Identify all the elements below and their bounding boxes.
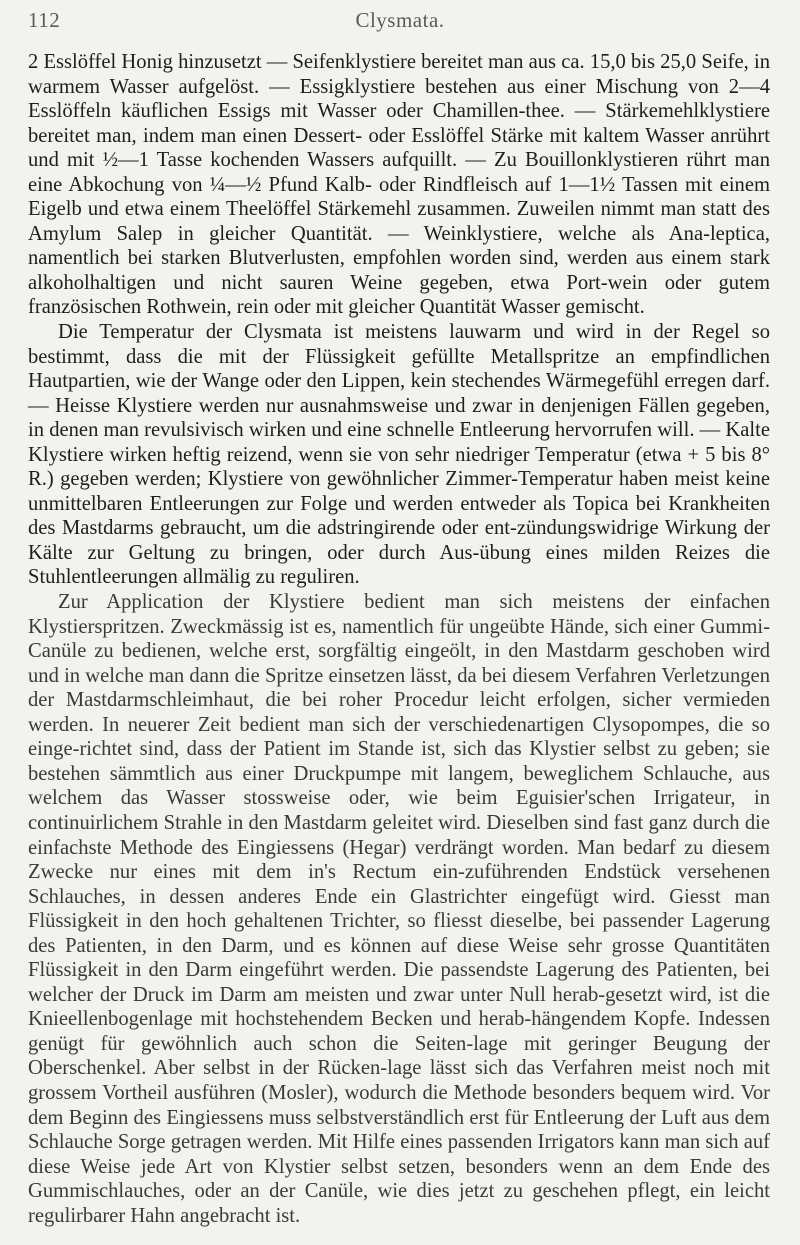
page-number: 112	[28, 8, 61, 32]
body-text	[28, 50, 770, 1228]
paragraph-temperature: Die Temperatur der Clysmata ist meistens lauwarm und wird in der Regel so bestimmt, dass die mit der Flüssigkeit gefüllte Metallspritze an empfindlichen Hautpartien, wie der Wange oder den Lippen, kein stechendes Wärmegefühl erregen darf. — Heisse Klystiere werden nur ausnahmsweise und zwar in denjenigen Fällen gegeben, in denen man revulsivisch wirken und eine schnelle Entleerung hervorrufen will. — Kalte Klystiere wirken heftig reizend, wenn sie von sehr niedriger Temperatur (etwa + 5 bis 8° R.) gegeben werden; Klystiere von gewöhnlicher Zimmer-Temperatur haben meist keine unmittelbaren Entleerungen zur Folge und werden entweder als Topica bei Krankheiten des Mastdarms gebraucht, um die adstringirende oder ent-zündungswidrige Wirkung der Kälte zur Geltung zu bringen, oder durch Aus-übung eines milden Reizes die Stuhlentleerungen allmälig zu reguliren.	[28, 321, 770, 589]
page-header	[28, 6, 772, 36]
running-title: Clysmata.	[355, 8, 445, 32]
paragraph-application: Zur Application der Klystiere bedient man sich meistens der einfachen Klystierspritzen. Zweckmässig ist es, namentlich für ungeübte Hände, sich einer Gummi-Canüle zu bedienen, welche erst, sorgfältig eingeölt, in den Mastdarm geschoben wird und in welche man dann die Spritze einsetzen lässt, da bei diesem Verfahren Verletzungen der Mastdarmschleimhaut, die bei roher Procedur leicht erfolgen, sicher vermieden werden. In neuerer Zeit bedient man sich der verschiedenartigen Clysopompes, die so einge-richtet sind, dass der Patient im Stande ist, sich das Klystier selbst zu geben; sie bestehen sämmtlich aus einer Druckpumpe mit langem, beweglichem Schlauche, aus welchem das Wasser stossweise oder, wie beim Eguisier'schen Irrigateur, in continuirlichem Strahle in den Mastdarm geleitet wird. Dieselben sind fast ganz durch die einfachste Methode des Eingiessens (Hegar) verdrängt worden. Man bedarf zu diesem Zwecke nur eines mit dem in's Rectum ein-zuführenden Endstück versehenen Schlauches, in dessen anderes Ende ein Glastrichter eingefügt wird. Giesst man Flüssigkeit in den hoch gehaltenen Trichter, so fliesst dieselbe, bei passender Lagerung des Patienten, in den Darm, und es können auf diese Weise sehr grosse Quantitäten Flüssigkeit in den Darm eingeführt werden. Die passendste Lagerung des Patienten, bei welcher der Druck im Darm am meisten und zwar unter Null herab-gesetzt wird, ist die Knieellenbogenlage mit hochstehendem Becken und herab-hängendem Kopfe. Indessen genügt für gewöhnlich auch schon die Seiten-lage mit geringer Beugung der Oberschenkel. Aber selbst in der Rücken-lage lässt sich das Verfahren meist noch mit grossem Vortheil ausführen (Mosler), wodurch die Methode besonders bequem wird. Vor dem Beginn des Eingiessens muss selbstverständlich erst für Entleerung der Luft aus dem Schlauche Sorge getragen werden. Mit Hilfe eines passenden Irrigators kann man sich auf diese Weise jede Art von Klystier selbst setzen, besonders wenn an dem Ende des Gummischlauches, oder an der Canüle, wie dies jetzt zu geschehen pflegt, ein leicht regulirbarer Hahn angebracht ist.	[28, 591, 770, 1227]
paragraph-clysma-recipes: 2 Esslöffel Honig hinzusetzt — Seifenklystiere bereitet man aus ca. 15,0 bis 25,0 Seife, in warmem Wasser aufgelöst. — Essigklystiere bestehen aus einer Mischung von 2—4 Esslöffeln käuflichen Essigs mit Wasser oder Chamillen-thee. — Stärkemehlklystiere bereitet man, indem man einen Dessert- oder Esslöffel Stärke mit kaltem Wasser anrührt und mit ½—1 Tasse kochenden Wassers aufquillt. — Zu Bouillonklystieren rührt man eine Abkochung von ¼—½ Pfund Kalb- oder Rindfleisch auf 1—1½ Tassen mit einem Eigelb und etwa einem Theelöffel Stärkemehl zusammen. Zuweilen nimmt man statt des Amylum Salep in gleicher Quantität. — Weinklystiere, welche als Ana-leptica, namentlich bei starken Blutverlusten, empfohlen worden sind, werden aus einem stark alkoholhaltigen und nicht sauren Weine gegeben, etwa Port-wein oder gutem französischen Rothwein, rein oder mit gleicher Quantität Wasser gemischt.	[28, 51, 770, 319]
